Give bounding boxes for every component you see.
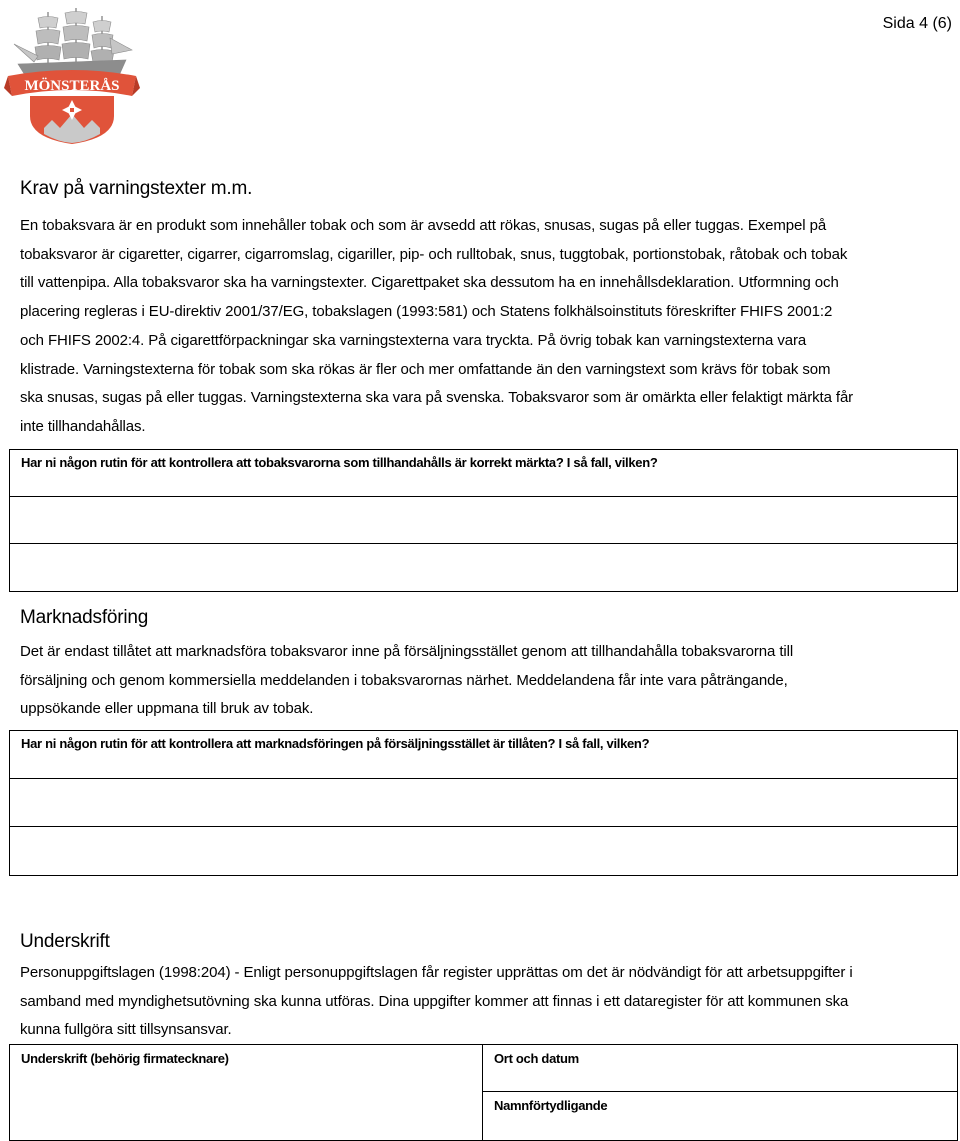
section-title-signature: Underskrift: [20, 931, 110, 952]
text-line: Personuppgiftslagen (1998:204) - Enligt personuppgiftslagen får register upprättas om det är nödvändigt för att arbetsuppgifter i: [20, 964, 853, 981]
signature-table: [9, 1044, 958, 1141]
question-label-warnings: Har ni någon rutin för att kontrollera att tobaksvarorna som tillhandahålls är korrekt märkta? I så fall, vilken?: [10, 450, 957, 497]
section-title-warnings: Krav på varningstexter m.m.: [20, 178, 253, 199]
monsteras-coat-of-arms-icon: [4, 4, 140, 144]
text-line: försäljning och genom kommersiella meddelanden i tobaksvarornas närhet. Meddelandena får inte vara påträngande,: [20, 671, 788, 689]
text-line: samband med myndighetsutövning ska kunna utföras. Dina uppgifter kommer att finnas i ett dataregister för att kommunen ska: [20, 992, 849, 1010]
answer-line-warnings-1[interactable]: [10, 497, 957, 544]
text-line: uppsökande eller uppmana till bruk av tobak.: [20, 700, 314, 718]
logo-text: MÖNSTERÅS: [24, 78, 120, 94]
section-title-marketing: Marknadsföring: [20, 607, 149, 628]
paragraph-warnings: [20, 212, 952, 442]
paragraph-marketing: [20, 638, 952, 724]
text-line: En tobaksvara är en produkt som innehåller tobak och som är avsedd att rökas, snusas, sugas på eller tuggas. Exempel på: [20, 217, 827, 234]
question-box-marketing: [9, 730, 958, 876]
signature-label: Underskrift (behörig firmatecknare): [21, 1051, 229, 1066]
name-clarification-label: Namnförtydligande: [494, 1098, 608, 1113]
answer-line-marketing-1[interactable]: [10, 779, 957, 827]
question-box-warnings: [9, 449, 958, 592]
paragraph-signature: [20, 959, 952, 1045]
text-line: klistrade. Varningstexterna för tobak som ska rökas är fler och mer omfattande än den varningstext som krävs för tobak som: [20, 360, 831, 378]
text-line: tobaksvaror är cigaretter, cigarrer, cigarromslag, cigariller, pip- och rulltobak, snus, tuggtobak, portionstobak, råtobak och tobak: [20, 245, 848, 263]
place-date-field[interactable]: [483, 1045, 957, 1092]
text-line: inte tillhandahållas.: [20, 417, 146, 435]
text-line: kunna fullgöra sitt tillsynsansvar.: [20, 1021, 232, 1039]
question-label-marketing: Har ni någon rutin för att kontrollera att marknadsföringen på försäljningsstället är tillåten? I så fall, vilken?: [10, 731, 957, 779]
place-date-label: Ort och datum: [494, 1051, 579, 1066]
answer-line-marketing-2[interactable]: [10, 827, 957, 875]
text-line: ska snusas, sugas på eller tuggas. Varningstexterna ska vara på svenska. Tobaksvaror som är omärkta eller felaktigt märkta får: [20, 389, 854, 407]
text-line: till vattenpipa. Alla tobaksvaror ska ha varningstexter. Cigarettpaket ska dessutom ha en innehållsdeklaration. Utformning och: [20, 274, 839, 292]
name-clarification-field[interactable]: [483, 1092, 957, 1140]
text-line: Det är endast tillåtet att marknadsföra tobaksvaror inne på försäljningsstället genom att tillhandahålla tobaksvarorna till: [20, 643, 794, 660]
answer-line-warnings-2[interactable]: [10, 544, 957, 591]
text-line: placering regleras i EU-direktiv 2001/37/EG, tobakslagen (1993:581) och Statens folkhälsoinstituts föreskrifter FHIFS 2001:2: [20, 303, 833, 321]
signature-field[interactable]: [10, 1045, 483, 1140]
text-line: och FHIFS 2002:4. På cigarettförpackningar ska varningstexterna vara tryckta. På övrig tobak kan varningstexterna vara: [20, 331, 807, 349]
page-number: Sida 4 (6): [882, 15, 952, 32]
